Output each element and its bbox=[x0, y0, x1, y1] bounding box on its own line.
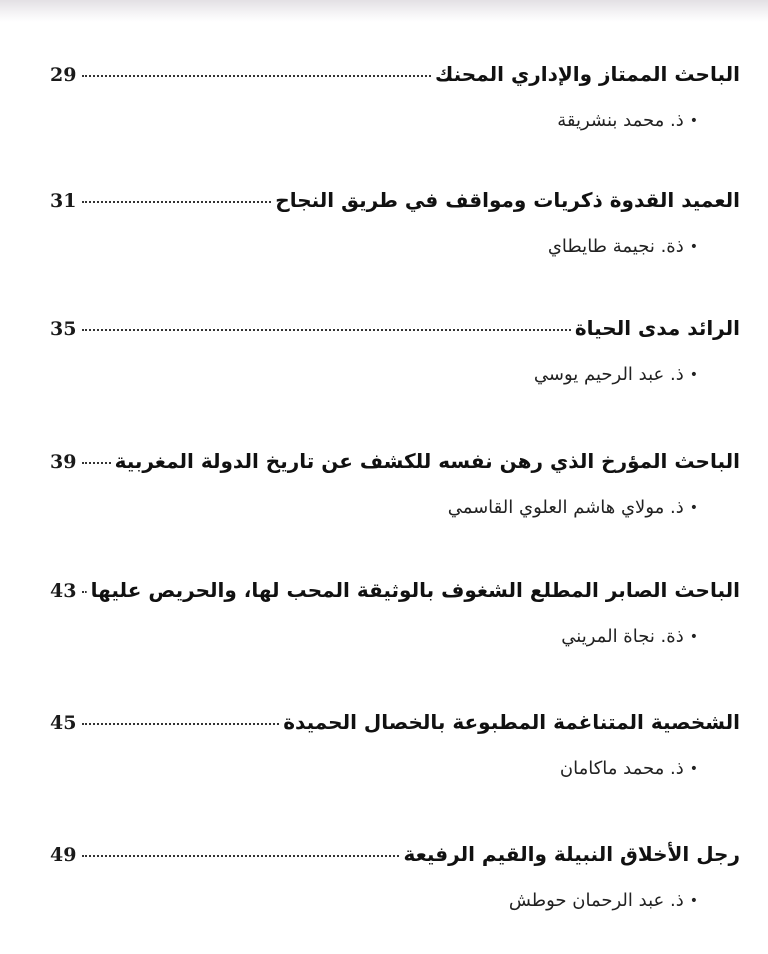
dot-leader bbox=[82, 855, 399, 857]
author-name: ذ. عبد الرحيم يوسي bbox=[533, 364, 684, 385]
page-number: 45 bbox=[50, 712, 77, 734]
author-name: ذ. عبد الرحمان حوطش bbox=[508, 890, 684, 911]
bullet-icon: • bbox=[689, 629, 698, 645]
entry-author bbox=[50, 236, 698, 257]
entry-title: الباحث المؤرخ الذي رهن نفسه للكشف عن تاريخ الدولة المغربية bbox=[114, 449, 740, 473]
bullet-icon: • bbox=[689, 367, 698, 383]
entry-author bbox=[50, 497, 698, 518]
toc-entry-7 bbox=[50, 842, 740, 911]
entry-author bbox=[50, 758, 698, 779]
toc-entry-6 bbox=[50, 710, 740, 779]
page-number: 31 bbox=[50, 190, 77, 212]
dot-leader bbox=[82, 462, 110, 464]
entry-title: الرائد مدى الحياة bbox=[574, 316, 740, 340]
author-name: ذ. محمد بنشريقة bbox=[557, 110, 684, 131]
entry-author bbox=[50, 364, 698, 385]
bullet-icon: • bbox=[689, 893, 698, 909]
author-name: ذة. نجاة المريني bbox=[561, 626, 684, 647]
entry-title: الباحث الصابر المطلع الشغوف بالوثيقة المحب لها، والحريص عليها bbox=[90, 578, 740, 602]
dot-leader bbox=[82, 329, 570, 331]
author-name: ذة. نجيمة طايطاي bbox=[547, 236, 684, 257]
entry-title: العميد القدوة ذكريات ومواقف في طريق النجاح bbox=[275, 188, 740, 212]
entry-author bbox=[50, 890, 698, 911]
page-number: 49 bbox=[50, 844, 77, 866]
author-name: ذ. محمد ماكامان bbox=[559, 758, 684, 779]
entry-author bbox=[50, 626, 698, 647]
dot-leader bbox=[82, 201, 271, 203]
toc-entry-4 bbox=[50, 449, 740, 518]
dot-leader bbox=[82, 75, 431, 77]
toc-entry-3 bbox=[50, 316, 740, 385]
author-name: ذ. مولاي هاشم العلوي القاسمي bbox=[447, 497, 684, 518]
bullet-icon: • bbox=[689, 239, 698, 255]
toc-entry-1 bbox=[50, 62, 740, 131]
page-number: 35 bbox=[50, 318, 77, 340]
entry-author bbox=[50, 110, 698, 131]
bullet-icon: • bbox=[689, 761, 698, 777]
page-number: 39 bbox=[50, 451, 77, 473]
bullet-icon: • bbox=[689, 500, 698, 516]
dot-leader bbox=[82, 723, 279, 725]
dot-leader bbox=[82, 591, 86, 593]
page-number: 29 bbox=[50, 64, 77, 86]
entry-title: الباحث الممتاز والإداري المحنك bbox=[435, 62, 740, 86]
toc-entry-2 bbox=[50, 188, 740, 257]
entry-title: الشخصية المتناغمة المطبوعة بالخصال الحميدة bbox=[283, 710, 740, 734]
toc-entry-5 bbox=[50, 578, 740, 647]
bullet-icon: • bbox=[689, 113, 698, 129]
page-number: 43 bbox=[50, 580, 77, 602]
entry-title: رجل الأخلاق النبيلة والقيم الرفيعة bbox=[403, 842, 740, 866]
